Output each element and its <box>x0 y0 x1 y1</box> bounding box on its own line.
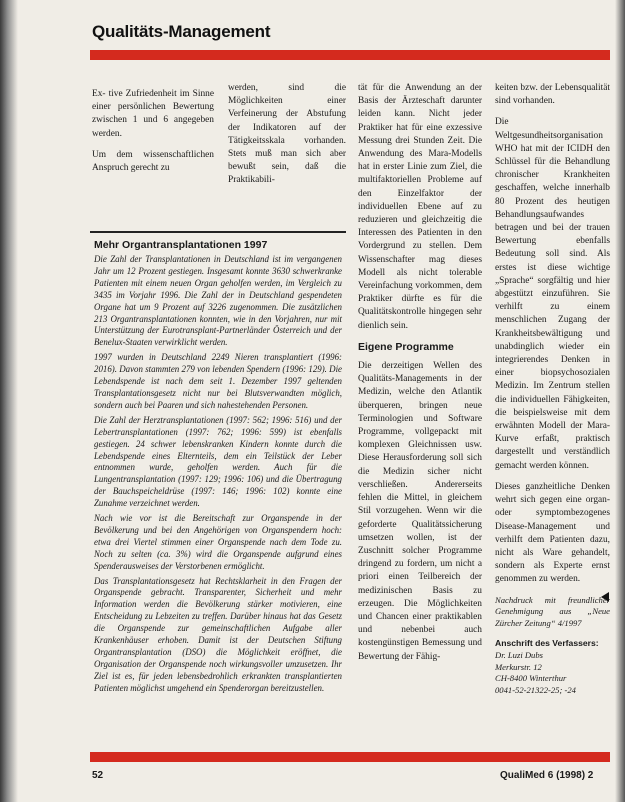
sidebar-box <box>90 231 346 736</box>
reprint-note: Nachdruck mit freundlicher Genehmigung aus „Neue Zürcher Zeitung“ 4/1997 <box>495 594 610 628</box>
arrow-left-icon <box>601 592 609 602</box>
journal-citation: QualiMed 6 (1998) 2 <box>500 770 594 781</box>
author-address: Dr. Luzi Dubs Merkurstr. 12 CH-8400 Winterthur 0041-52-21322-25; -24 <box>495 650 576 695</box>
page-number: 52 <box>92 770 104 781</box>
col4-para: Die Weltgesundheitsorganisation WHO hat mit der ICIDH den Schlüssel für die Behandlung chronischer Krankheiten geschaffen, welche innerhalb 80 Prozent des heutigen Behandlungsaufwandes betragen und bei der trauen Bewertung ebenfalls Bedeutung soll sind. Als erstes ist diese wichtige „Sprache“ sorgfältig und hier abgestützt einzuführen. Sie verhilft zu einem menschlichen Zugang der Krankheitsbewältigung und unabdinglich wieder ein integrierendes Denken in einer biopsychosozialen Medizin. Im Zentrum stellen die individuellen Fähigkeiten, die beispielsweise mit dem erwähnten Modell der Mara-Kurve erfaßt, praktisch dargestellt und verständlich gemacht werden können. <box>495 117 610 471</box>
box-para: Das Transplantationsgesetz hat Rechtsklarheit in den Fragen der Organspende gebracht. Transparenter, Sicherheit und mehr Information werden die Bevölkerung stärker motivieren, eine Entscheidung zu Lebzeiten zu treffen. Darüber hinaus hat das Gesetz die Organspende zur gemeinschaftlichen Aufgabe aller Krankenhäuser erhoben. Damit ist der Deutschen Stiftung Organtransplantation (DSO) die Möglichkeit eröffnet, die Organisation der Organspende noch wirkungsvoller umzusetzen. Ihr Ziel ist es, für jeden lebensbedrohlich erkrankten transplantierten Patienten möglichst umgehend ein Spenderorgan bereitzustellen. <box>94 575 342 693</box>
col1-para: Um dem wissenschaftlichen Anspruch gerecht zu <box>92 149 214 174</box>
col4-para: keiten bzw. der Lebensqualität sind vorhanden. <box>495 83 610 107</box>
column-4 <box>495 82 610 742</box>
header-rule <box>90 50 610 60</box>
page-title: Qualitäts-Management <box>92 22 271 41</box>
footer-rule <box>90 752 610 762</box>
box-body <box>90 254 346 695</box>
author-address-heading: Anschrift des Verfassers: <box>495 638 599 649</box>
edge-shadow <box>615 0 625 802</box>
col3-para: Die derzeitigen Wellen des Qualitäts-Managements in der Medizin, welche den Atlantik überqueren, bringen neue Terminologien und Software Programme, vollgepackt mit komplexen Gleichnissen usw. Diese Herausforderung soll sich die Medizin sicher nicht verschließen. Andererseits fehlen die Mittel, in gleichem Stil vorzugehen. Wenn wir die geforderte Qualitätssicherung umsetzen wollen, ist der Zuschnitt solcher Programme dringend zu fordern, um nicht a priori einen Teilbereich der medizinischen Basis zu erzeugen. Die Möglichkeiten und Chancen einer praktikablen und nebenbei auch kostengünstigen Bemessung und Bewertung der Fähig- <box>358 361 482 662</box>
col1-para: Ex- tive Zufriedenheit im Sinne einer persönlichen Bewertung zwischen 1 und 6 angegeben werden. <box>92 89 214 139</box>
box-title: Mehr Organtransplantationen 1997 <box>94 239 268 251</box>
box-para: Die Zahl der Transplantationen in Deutschland ist im vergangenen Jahr um 12 Prozent gestiegen. Insgesamt konnte 3630 schwerkranke Patienten mit einem neuen Organ geholfen werden, im Vergleich zu 3435 im Vorjahr 1996. Die Zahl der in Deutschland gespendeten Organe hat um 9 Prozent auf 3226 zugenommen. Die zusätzlichen 213 Organtransplantationen konnten, wie in den Vorjahren, nur mit Unterstützung der Eurotransplant-Partnerländer Österreich und der Benelux-Staaten verwirklicht werden. <box>94 254 342 348</box>
column-3 <box>358 82 482 672</box>
col3-para: tät für die Anwendung an der Basis der Ärzteschaft darunter leiden kann. Nicht jeder Praktiker hat für eine exzessive Messung drei Stunden Zeit. Die Anwendung des Mara-Modells hat in erster Linie zum Ziel, die multifaktoriellen Probleme auf den Einzelfaktor der individuellen Ebene auf zu reduzieren und gleichzeitig die Interessen des Patienten in den Vordergrund zu stellen. Dem Wissenschafter mag dieses Modell als nicht tolerable Vereinfachung vorkommen, dem Praktiker dürfte es für die Qualitätskontrolle hingegen sehr dienlich sein. <box>358 83 482 331</box>
column-1 <box>92 88 214 183</box>
box-para: Nach wie vor ist die Bereitschaft zur Organspende in der Bevölkerung und bei den Angehörigen von Organspendern hoch: etwa drei Viertel stimmen einer Organspende nach dem Tode zu. Noch zu selten (ca. 3%) wird die Organspende aufgrund eines Spenderausweises der Verstorbenen ermöglicht. <box>94 513 342 571</box>
section-heading: Eigene Programme <box>358 340 454 353</box>
binding-shadow <box>0 0 18 802</box>
col2-para: werden, sind die Möglichkeiten einer Verfeinerung der Abstufung der Indikatoren auf der Tätigkeitsskala vorhanden. Stets muß man sich aber bewußt sein, daß die Praktikabili- <box>228 83 346 186</box>
col4-para: Dieses ganzheitliche Denken wehrt sich gegen eine organ- oder symptombezogenes Disease-Management und verhilft dem Patienten dazu, nicht als Ware gehandelt, sondern als Experte ernst genommen zu werden. <box>495 481 610 585</box>
box-para: 1997 wurden in Deutschland 2249 Nieren transplantiert (1996: 2016). Davon stammten 279 von lebenden Spendern (1996: 129). Die Lebendspende ist nach dem seit 1. Dezember 1997 geltenden Transplantationsgesetz nicht nur bei Blutsverwandten möglich, sondern auch bei Paaren und sich nahestehenden Personen. <box>94 352 342 410</box>
box-para: Die Zahl der Herztransplantationen (1997: 562; 1996: 516) und der Lebertransplantationen (1997: 762; 1996: 599) ist ebenfalls gestiegen. 24 schwer lebenskranken Kindern konnte durch die Lebendspende eines Elternteils, dem ein Teilstück der Leber entnommen wurde, geholfen werden. Auch für die Lungentransplantation (1997: 129; 1996: 106) und die Übertragung der Bauchspeicheldrüse (1997: 146; 1996: 102) konnte eine Zunahme verzeichnet werden. <box>94 414 342 509</box>
column-2 <box>228 82 346 196</box>
